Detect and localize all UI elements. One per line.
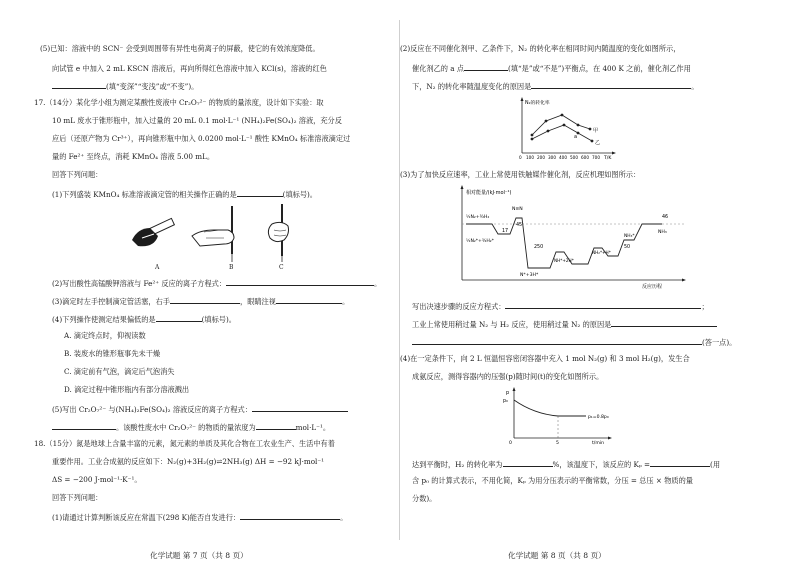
q18-1: (1)请通过计算判断该反应在常温下(298 K)能否自发进行： 。 xyxy=(52,513,348,522)
q17-stem-1: 17.（14分）某化学小组为测定某酸性废液中 Cr₂O₇²⁻ 的物质的量浓度，设计如下实验：取 xyxy=(34,98,324,107)
q16-5-line2: 向试管 e 中加入 2 mL KSCN 溶液后，再向所得红色溶液中加入 KCl(s)，溶液的红色 xyxy=(52,64,327,73)
answer-blank[interactable] xyxy=(464,62,508,71)
q16-5-line1: (5)已知：溶液中的 SCN⁻ 会受到周围带有异性电荷离子的屏蔽，使它的有效浓度降低。 xyxy=(40,44,320,53)
point-jia xyxy=(531,134,534,137)
answer-blank[interactable] xyxy=(650,458,710,467)
t-label: t/min xyxy=(592,441,605,446)
species-label: NH₃ xyxy=(658,230,667,235)
point-yi xyxy=(547,130,550,133)
q18-4-ans3: 分数)。 xyxy=(412,494,437,503)
q17-4: (4)下列操作使测定结果偏低的是 (填标号)。 xyxy=(52,315,236,324)
p0-label: p₀ xyxy=(503,399,508,404)
page-footer-8: 化学试题 第 8 页（共 8 页） xyxy=(508,551,606,560)
point-yi xyxy=(563,124,566,127)
answer-blank[interactable] xyxy=(256,421,296,430)
series-yi-line xyxy=(532,125,592,141)
q18-2-line2: 催化剂乙的 a 点 (填“是”或“不是”)平衡点，在 400 K 之前，催化剂乙作用 xyxy=(412,64,691,73)
q18-stem-2: 重要作用。工业合成氨的反应如下：N₂(g)+3H₂(g)⇌2NH₃(g) ΔH = −92 kJ·mol⁻¹ xyxy=(52,457,325,466)
species-label: NH₂*+H* xyxy=(592,250,611,255)
x-tick: 200 xyxy=(537,155,545,160)
q18-stem-1: 18.（15分）氮是地球上含量丰富的元素，氮元素的单质及其化合物在工农业生产、生活中有着 xyxy=(34,439,335,448)
figure-label-b: B xyxy=(229,264,234,271)
value-46: 46 xyxy=(662,215,669,220)
option-c: C. 滴定前有气泡，滴定后气泡消失 xyxy=(64,367,175,376)
answer-blank[interactable] xyxy=(531,80,691,89)
answer-blank[interactable] xyxy=(170,295,240,304)
pressure-curve xyxy=(514,400,586,416)
species-label: N≡N xyxy=(512,207,523,212)
x-tick: 600 xyxy=(581,155,589,160)
legend-jia: 甲 xyxy=(593,128,599,134)
answer-blank[interactable] xyxy=(240,511,340,520)
point-jia xyxy=(589,128,592,131)
point-jia xyxy=(545,120,548,123)
figure-label-a: A xyxy=(155,264,160,271)
q17-stem-4: 量的 Fe²⁺ 至终点，消耗 KMnO₄ 溶液 5.00 mL。 xyxy=(52,152,215,161)
x-tick: 400 xyxy=(559,155,567,160)
value-45: 45 xyxy=(516,223,523,228)
point-yi xyxy=(591,140,594,143)
answer-blank[interactable] xyxy=(52,80,106,89)
t-tick-0: 0 xyxy=(509,441,512,446)
t-tick-5: 5 xyxy=(556,441,559,446)
q17-stem-3: 应后（还原产物为 Cr³⁺），再向锥形瓶中加入 0.0200 mol·L⁻¹ 酸性 KMnO₄ 标准溶液滴定过 xyxy=(52,134,351,143)
point-yi xyxy=(531,138,534,141)
y-arrow-icon xyxy=(521,97,524,101)
conversion-chart xyxy=(510,95,620,165)
species-label: ½N₂*+³⁄₂H₂* xyxy=(466,239,494,244)
x-tick: 100 xyxy=(526,155,534,160)
answer-blank[interactable] xyxy=(412,336,702,345)
q18-2-line3: 下，N₂ 的转化率随温度变化的原因是 。 xyxy=(412,82,699,91)
energy-y-label: 相对能量/(kJ·mol⁻¹) xyxy=(466,190,512,196)
energy-x-label: 反应历程 xyxy=(642,284,663,290)
chart-y-label: N₂的转化率 xyxy=(525,101,550,106)
answer-blank[interactable] xyxy=(156,313,202,322)
answer-blank[interactable] xyxy=(611,318,717,327)
series-jia-line xyxy=(532,115,590,135)
q18-4-line2: 成氨反应，测得容器内的压强(p)随时间(t)的变化如图所示。 xyxy=(412,372,604,381)
page-footer-7: 化学试题 第 7 页（共 8 页） xyxy=(150,551,248,560)
q18-3-n2-cont: (答一点)。 xyxy=(412,336,736,347)
value-50: 50 xyxy=(624,245,631,250)
q17-5-b: 。该酸性废水中 Cr₂O₇²⁻ 的物质的量浓度为 mol·L⁻¹。 xyxy=(52,421,330,432)
point-jia xyxy=(577,124,580,127)
answer-blank[interactable] xyxy=(505,300,701,309)
legend-yi: 乙 xyxy=(595,140,601,146)
x-tick: 500 xyxy=(570,155,578,160)
answer-blank[interactable] xyxy=(252,403,348,412)
figure-c-hand-burette xyxy=(268,204,288,262)
x-axis-label: T/K xyxy=(604,156,612,161)
energy-profile-diagram xyxy=(452,182,692,290)
page-7 xyxy=(0,0,380,579)
value-17: 17 xyxy=(502,229,509,234)
answer-blank[interactable] xyxy=(503,458,553,467)
q17-stem-2: 10 mL 废水于锥形瓶中，加入过量的 20 mL 0.1 mol·L⁻¹ (NH₄)₂Fe(SO₄)₂ 溶液，充分反 xyxy=(52,116,342,125)
q18-3-rate: 写出决速步骤的反应方程式： ； xyxy=(412,302,709,311)
q18-stem-3: ΔS = −200 J·mol⁻¹·K⁻¹。 xyxy=(52,475,142,484)
q17-1: (1)下列盛装 KMnO₄ 标准溶液滴定管的相关操作正确的是 (填标号)。 xyxy=(52,190,317,199)
option-a: A. 滴定终点时，仰视读数 xyxy=(64,331,146,340)
energy-x-arrow-icon xyxy=(682,279,686,282)
q18-4-line1: (4)在一定条件下，向 2 L 恒温恒容密闭容器中充入 1 mol N₂(g) 和 3 mol H₂(g)，发生合 xyxy=(400,354,690,363)
option-d: D. 滴定过程中锥形瓶内有部分溶液溅出 xyxy=(64,385,190,394)
point-jia xyxy=(561,114,564,117)
answer-prompt: 回答下列问题： xyxy=(52,170,103,179)
q18-4-ans2: 含 p₀ 的计算式表示，不用化简，Kₚ 为用分压表示的平衡常数，分压 = 总压 × 物质的量 xyxy=(412,476,693,485)
q18-2-line1: (2)反应在不同催化剂甲、乙条件下，N₂ 的转化率在相同时间内随温度的变化如图所示， xyxy=(400,44,681,53)
x-tick: 0 xyxy=(519,155,522,160)
figure-label-c: C xyxy=(279,264,284,271)
species-label: N*+3H* xyxy=(520,273,539,278)
answer-blank[interactable] xyxy=(52,421,116,430)
answer-blank[interactable] xyxy=(237,188,283,197)
q18-3: (3)为了加快反应速率，工业上常使用铁触媒作催化剂，反应机理如图所示： xyxy=(400,170,641,179)
p-arrow-icon xyxy=(513,387,516,391)
x-tick: 700 xyxy=(592,155,600,160)
q16-5-line3: (填“变深”“变浅”或“不变”)。 xyxy=(52,80,198,91)
x-tick: 300 xyxy=(548,155,556,160)
page-8 xyxy=(400,0,780,579)
q17-5: (5)写出 Cr₂O₇²⁻ 与(NH₄)₂Fe(SO₄)₂ 溶液反应的离子方程式： xyxy=(52,403,348,414)
figure-b-hand-burette xyxy=(192,206,234,262)
pressure-time-chart xyxy=(500,386,630,446)
x-arrow-icon xyxy=(612,152,616,155)
point-a-label: a xyxy=(574,134,578,140)
energy-y-arrow-icon xyxy=(461,185,464,189)
value-250: 250 xyxy=(534,245,544,250)
species-label: NH*+2H* xyxy=(554,258,574,263)
t-arrow-icon xyxy=(608,437,612,440)
q18-4-ans1: 达到平衡时，H₂ 的转化率为 %，该温度下，该反应的 Kₚ = (用 xyxy=(412,460,721,469)
p1-label: p₁=0.8p₀ xyxy=(588,415,609,420)
p-label: p xyxy=(506,390,510,396)
q18-3-n2: 工业上常使用稍过量 N₂ 与 H₂ 反应，使用稍过量 N₂ 的原因是 xyxy=(412,318,717,329)
q17-3: (3)滴定时左手控制滴定管活塞，右手 ，眼睛注视 。 xyxy=(52,297,350,306)
q17-2: (2)写出酸性高锰酸钾溶液与 Fe²⁺ 反应的离子方程式： 。 xyxy=(52,279,382,288)
answer-prompt-2: 回答下列问题： xyxy=(52,493,103,502)
answer-blank[interactable] xyxy=(226,277,374,286)
option-b: B. 装废水的锥形瓶事先未干燥 xyxy=(64,349,161,358)
burette-illustrations xyxy=(120,202,310,268)
figure-a-tilted-burette xyxy=(132,218,174,246)
species-label: ½N₂+³⁄₂H₂ xyxy=(466,215,490,220)
species-label: NH₃* xyxy=(624,234,635,239)
answer-blank[interactable] xyxy=(276,295,342,304)
